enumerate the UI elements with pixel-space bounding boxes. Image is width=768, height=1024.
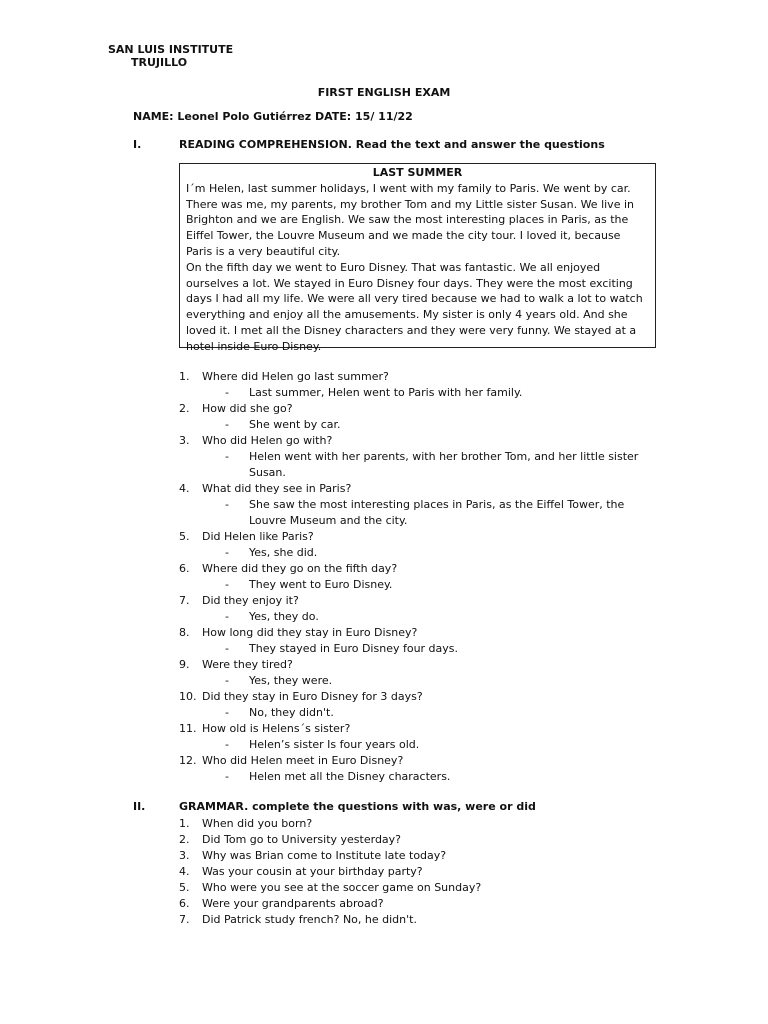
question-item <box>179 401 679 417</box>
answer-item <box>179 737 639 753</box>
question-text: How did she go? <box>202 402 293 415</box>
grammar-item <box>179 912 679 928</box>
answer-item <box>179 769 639 785</box>
answer-dash: - <box>225 738 229 751</box>
answer-dash: - <box>225 610 229 623</box>
reading-text-box <box>179 163 656 353</box>
student-name-date: NAME: Leonel Polo Gutiérrez DATE: 15/ 11/22 <box>133 110 413 123</box>
answer-dash: - <box>225 770 229 783</box>
question-number: 9. <box>179 658 190 671</box>
question-item <box>179 721 679 737</box>
question-text: How old is Helens´s sister? <box>202 722 351 735</box>
question-number: 8. <box>179 626 190 639</box>
grammar-list <box>179 816 679 928</box>
question-number: 5. <box>179 530 190 543</box>
exam-title: FIRST ENGLISH EXAM <box>317 86 451 99</box>
question-text: Where did they go on the fifth day? <box>202 562 398 575</box>
school-name: SAN LUIS INSTITUTE <box>108 43 234 56</box>
question-item <box>179 593 679 609</box>
question-number: 11. <box>179 722 197 735</box>
grammar-text: Did Patrick study french? No, he didn't. <box>202 913 417 926</box>
section-2-number: II. <box>133 800 146 813</box>
answer-dash: - <box>225 418 229 431</box>
grammar-number: 4. <box>179 865 190 878</box>
answer-item <box>179 385 639 401</box>
grammar-item <box>179 832 679 848</box>
answer-item <box>179 577 639 593</box>
grammar-item <box>179 896 679 912</box>
grammar-number: 3. <box>179 849 190 862</box>
answer-item <box>179 449 639 481</box>
question-number: 3. <box>179 434 190 447</box>
answer-item <box>179 545 639 561</box>
grammar-item <box>179 864 679 880</box>
question-item <box>179 625 679 641</box>
grammar-item <box>179 848 679 864</box>
question-text: Did they enjoy it? <box>202 594 299 607</box>
answer-text: Helen met all the Disney characters. <box>249 770 451 783</box>
answer-text: Helen went with her parents, with her brother Tom, and her little sister Susan. <box>249 450 639 479</box>
question-number: 12. <box>179 754 197 767</box>
question-list <box>179 369 679 785</box>
grammar-number: 5. <box>179 881 190 894</box>
grammar-item <box>179 880 679 896</box>
question-number: 6. <box>179 562 190 575</box>
grammar-text: Why was Brian come to Institute late today? <box>202 849 447 862</box>
grammar-number: 2. <box>179 833 190 846</box>
grammar-text: When did you born? <box>202 817 313 830</box>
reading-paragraph: On the fifth day we went to Euro Disney. That was fantastic. We all enjoyed ourselves a lot. We stayed in Euro Disney four days. They were the most exciting days I had all my life. We were all very tired because we had to walk a lot to watch everything and enjoy all the amusements. My sister is only 4 years old. And she loved it. I met all the Disney characters and they were very funny. We stayed at a hotel inside Euro Disney. <box>186 260 643 353</box>
reading-title: LAST SUMMER <box>372 166 463 179</box>
question-number: 2. <box>179 402 190 415</box>
question-text: Who did Helen go with? <box>202 434 333 447</box>
answer-text: She went by car. <box>249 418 341 431</box>
answer-dash: - <box>225 546 229 559</box>
answer-item <box>179 705 639 721</box>
answer-dash: - <box>225 450 229 463</box>
question-item <box>179 657 679 673</box>
grammar-number: 1. <box>179 817 190 830</box>
answer-dash: - <box>225 642 229 655</box>
question-number: 1. <box>179 370 190 383</box>
answer-item <box>179 497 639 529</box>
answer-text: Last summer, Helen went to Paris with her family. <box>249 386 523 399</box>
answer-text: No, they didn't. <box>249 706 334 719</box>
answer-text: Yes, she did. <box>249 546 318 559</box>
answer-dash: - <box>225 578 229 591</box>
reading-paragraph: I´m Helen, last summer holidays, I went with my family to Paris. We went by car. There was me, my parents, my brother Tom and my Little sister Susan. We live in Brighton and we are English. We saw the most interesting places in Paris, as the Eiffel Tower, the Louvre Museum and we made the city tour. I loved it, because Paris is a very beautiful city. <box>186 181 634 258</box>
grammar-item <box>179 816 679 832</box>
question-item <box>179 369 679 385</box>
question-number: 7. <box>179 594 190 607</box>
question-text: Where did Helen go last summer? <box>202 370 389 383</box>
question-text: Who did Helen meet in Euro Disney? <box>202 754 404 767</box>
question-text: Were they tired? <box>202 658 293 671</box>
question-text: What did they see in Paris? <box>202 482 352 495</box>
question-text: Did they stay in Euro Disney for 3 days? <box>202 690 423 703</box>
answer-text: Yes, they do. <box>249 610 319 623</box>
answer-text: They stayed in Euro Disney four days. <box>249 642 459 655</box>
question-item <box>179 689 679 705</box>
question-text: Did Helen like Paris? <box>202 530 314 543</box>
question-text: How long did they stay in Euro Disney? <box>202 626 418 639</box>
grammar-text: Was your cousin at your birthday party? <box>202 865 423 878</box>
answer-dash: - <box>225 386 229 399</box>
school-city: TRUJILLO <box>131 56 188 69</box>
question-item <box>179 529 679 545</box>
grammar-text: Were your grandparents abroad? <box>202 897 384 910</box>
answer-text: They went to Euro Disney. <box>249 578 393 591</box>
question-item <box>179 561 679 577</box>
section-1-number: I. <box>133 138 142 151</box>
question-item <box>179 433 679 449</box>
answer-text: Helen’s sister Is four years old. <box>249 738 420 751</box>
grammar-text: Who were you see at the soccer game on Sunday? <box>202 881 482 894</box>
question-item <box>179 753 679 769</box>
answer-item <box>179 417 639 433</box>
answer-item <box>179 673 639 689</box>
answer-text: She saw the most interesting places in Paris, as the Eiffel Tower, the Louvre Museum and the city. <box>249 498 625 527</box>
question-number: 10. <box>179 690 197 703</box>
question-item <box>179 481 679 497</box>
answer-item <box>179 641 639 657</box>
answer-dash: - <box>225 674 229 687</box>
answer-dash: - <box>225 498 229 511</box>
grammar-text: Did Tom go to University yesterday? <box>202 833 402 846</box>
section-1-title: READING COMPREHENSION. Read the text and answer the questions <box>179 138 605 151</box>
section-2-title: GRAMMAR. complete the questions with was, were or did <box>179 800 536 813</box>
answer-dash: - <box>225 706 229 719</box>
grammar-number: 6. <box>179 897 190 910</box>
question-number: 4. <box>179 482 190 495</box>
grammar-number: 7. <box>179 913 190 926</box>
answer-item <box>179 609 639 625</box>
answer-text: Yes, they were. <box>249 674 333 687</box>
